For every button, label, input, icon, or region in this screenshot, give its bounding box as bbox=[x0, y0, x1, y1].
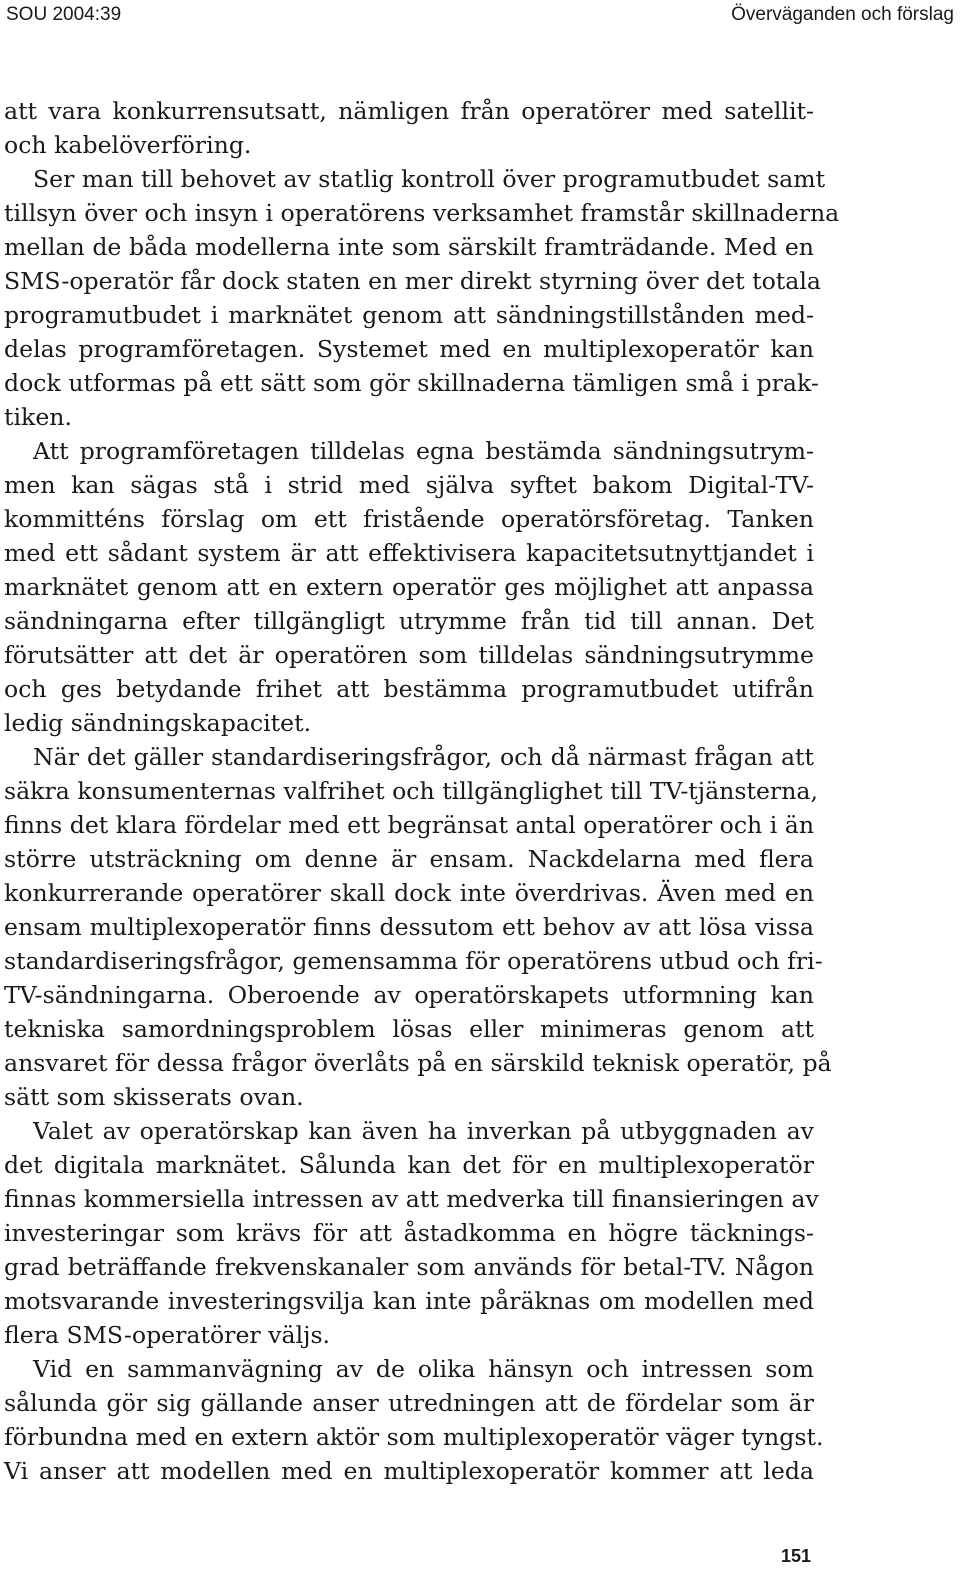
text-line: ansvaret för dessa frågor överlåts på en särskild teknisk operatör, på bbox=[4, 1049, 832, 1077]
text-line: TV-sändningarna. Oberoende av operatörskapets utformning kan bbox=[4, 981, 814, 1009]
text-line: Vid en sammanvägning av de olika hänsyn och intressen som bbox=[33, 1355, 814, 1383]
text-line: flera SMS-operatörer väljs. bbox=[4, 1321, 331, 1349]
text-line: förbundna med en extern aktör som multiplexoperatör väger tyngst. bbox=[4, 1423, 824, 1451]
text-line: och ges betydande frihet att bestämma programutbudet utifrån bbox=[4, 675, 814, 703]
text-line: marknätet genom att en extern operatör ges möjlighet att anpassa bbox=[4, 573, 814, 601]
text-line: Att programföretagen tilldelas egna bestämda sändningsutrym- bbox=[33, 437, 814, 465]
text-line: motsvarande investeringsvilja kan inte påräknas om modellen med bbox=[4, 1287, 814, 1315]
text-line: kommitténs förslag om ett fristående operatörsföretag. Tanken bbox=[4, 505, 814, 533]
text-line: investeringar som krävs för att åstadkomma en högre täcknings- bbox=[4, 1219, 814, 1247]
text-line: men kan sägas stå i strid med själva syftet bakom Digital-TV- bbox=[4, 471, 814, 499]
document-reference: SOU 2004:39 bbox=[6, 4, 122, 25]
text-line: delas programföretagen. Systemet med en multiplexoperatör kan bbox=[4, 335, 814, 363]
text-line: och kabelöverföring. bbox=[4, 131, 252, 159]
text-line: grad beträffande frekvenskanaler som används för betal-TV. Någon bbox=[4, 1253, 814, 1281]
text-line: att vara konkurrensutsatt, nämligen från operatörer med satellit- bbox=[4, 97, 814, 125]
text-line: förutsätter att det är operatören som tilldelas sändningsutrymme bbox=[4, 641, 814, 669]
text-line: standardiseringsfrågor, gemensamma för operatörens utbud och fri- bbox=[4, 947, 823, 975]
text-line: tekniska samordningsproblem lösas eller minimeras genom att bbox=[4, 1015, 814, 1043]
section-title: Överväganden och förslag bbox=[731, 4, 954, 25]
text-line: med ett sådant system är att effektivisera kapacitetsutnyttjandet i bbox=[4, 539, 814, 567]
text-line: konkurrerande operatörer skall dock inte överdrivas. Även med en bbox=[4, 879, 814, 907]
text-line: Ser man till behovet av statlig kontroll över programutbudet samt bbox=[33, 165, 826, 193]
text-line: mellan de båda modellerna inte som särskilt framträdande. Med en bbox=[4, 233, 814, 261]
body-text bbox=[4, 94, 840, 1488]
text-line: sändningarna efter tillgängligt utrymme från tid till annan. Det bbox=[4, 607, 814, 635]
text-line: ledig sändningskapacitet. bbox=[4, 709, 312, 737]
text-line: finns det klara fördelar med ett begränsat antal operatörer och i än bbox=[4, 811, 815, 839]
text-line: sätt som skisserats ovan. bbox=[4, 1083, 304, 1111]
page-number: 151 bbox=[781, 1546, 812, 1566]
running-header bbox=[0, 4, 960, 34]
text-line: När det gäller standardiseringsfrågor, och då närmast frågan att bbox=[33, 743, 814, 771]
text-line: dock utformas på ett sätt som gör skillnaderna tämligen små i prak- bbox=[4, 369, 819, 397]
text-line: ensam multiplexoperatör finns dessutom ett behov av att lösa vissa bbox=[4, 913, 814, 941]
text-line: programutbudet i marknätet genom att sändningstillstånden med- bbox=[4, 301, 814, 329]
text-line: tillsyn över och insyn i operatörens verksamhet framstår skillnaderna bbox=[4, 199, 840, 227]
text-line: finnas kommersiella intressen av att medverka till finansieringen av bbox=[4, 1185, 819, 1213]
text-line: säkra konsumenternas valfrihet och tillgänglighet till TV-tjänsterna, bbox=[4, 777, 818, 805]
text-line: sålunda gör sig gällande anser utredningen att de fördelar som är bbox=[4, 1389, 814, 1417]
text-line: Vi anser att modellen med en multiplexoperatör kommer att leda bbox=[4, 1457, 814, 1485]
text-line: det digitala marknätet. Sålunda kan det för en multiplexoperatör bbox=[4, 1151, 814, 1179]
text-line: Valet av operatörskap kan även ha inverkan på utbyggnaden av bbox=[33, 1117, 814, 1145]
text-line: SMS-operatör får dock staten en mer direkt styrning över det totala bbox=[4, 267, 821, 295]
text-line: tiken. bbox=[4, 403, 72, 431]
text-line: större utsträckning om denne är ensam. Nackdelarna med flera bbox=[4, 845, 814, 873]
